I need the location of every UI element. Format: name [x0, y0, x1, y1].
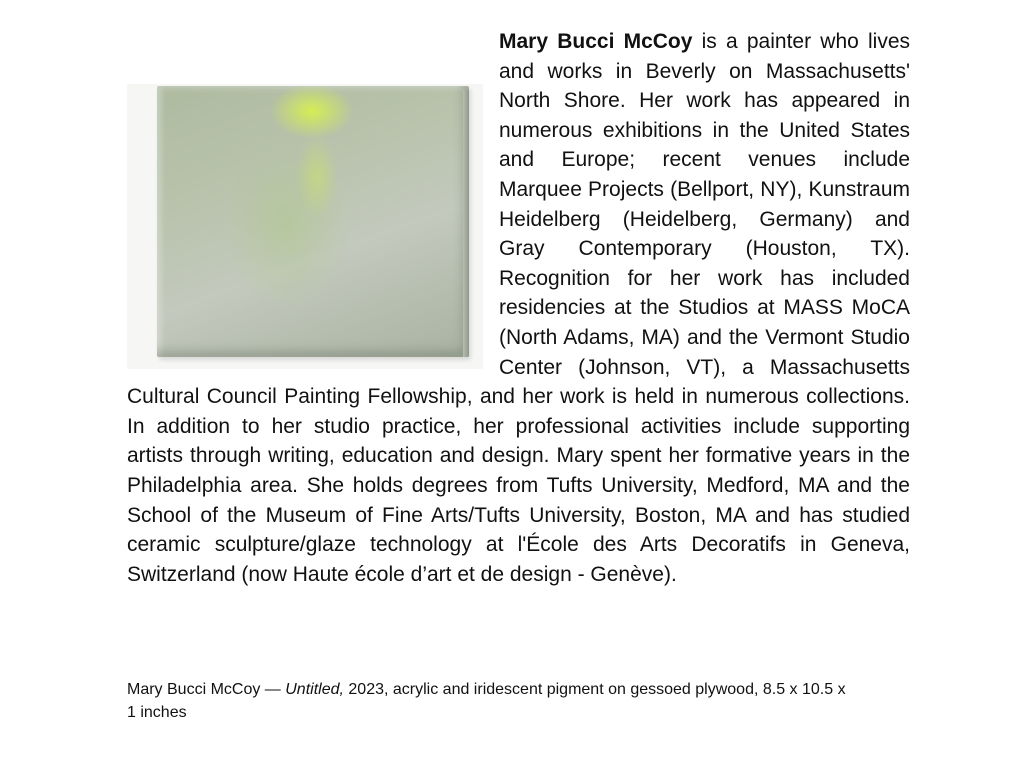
caption-details: 2023, acrylic and iridescent pigment on gessoed plywood, 8.5 x 10.5 x 1 inches — [127, 681, 846, 721]
painting-panel — [157, 86, 469, 357]
artwork-image — [127, 27, 483, 371]
document-page — [127, 27, 910, 589]
artwork-caption — [127, 678, 847, 724]
bio-text: is a painter who lives and works in Beverly on Massachusetts' North Shore. Her work has appeared in numerous exhibitions in the United States and Europe; recent venues include Marquee Projects (Bellport, NY), Kunstraum Heidelberg (Heidelberg, Germany) and Gray Contemporary (Houston, TX). Recognition for her work has included residencies at the Studios at MASS MoCA (North Adams, MA) and the Vermont Studio Center (Johnson, VT), a Massachusetts Cultural Council Painting Fellowship, and her work is held in numerous collections. In addition to her studio practice, her professional activities include supporting artists through writing, education and design. Mary spent her formative years in the Philadelphia area. She holds degrees from Tufts University, Medford, MA and the School of the Museum of Fine Arts/Tufts University, Boston, MA and has studied ceramic sculpture/glaze technology at l'École des Arts Decoratifs in Geneva, Switzerland (now Haute école d’art et de design - Genève). — [127, 30, 911, 586]
caption-artist: Mary Bucci McCoy — — [127, 681, 286, 698]
artist-name: Mary Bucci McCoy — [499, 30, 693, 53]
caption-title: Untitled, — [285, 681, 344, 698]
